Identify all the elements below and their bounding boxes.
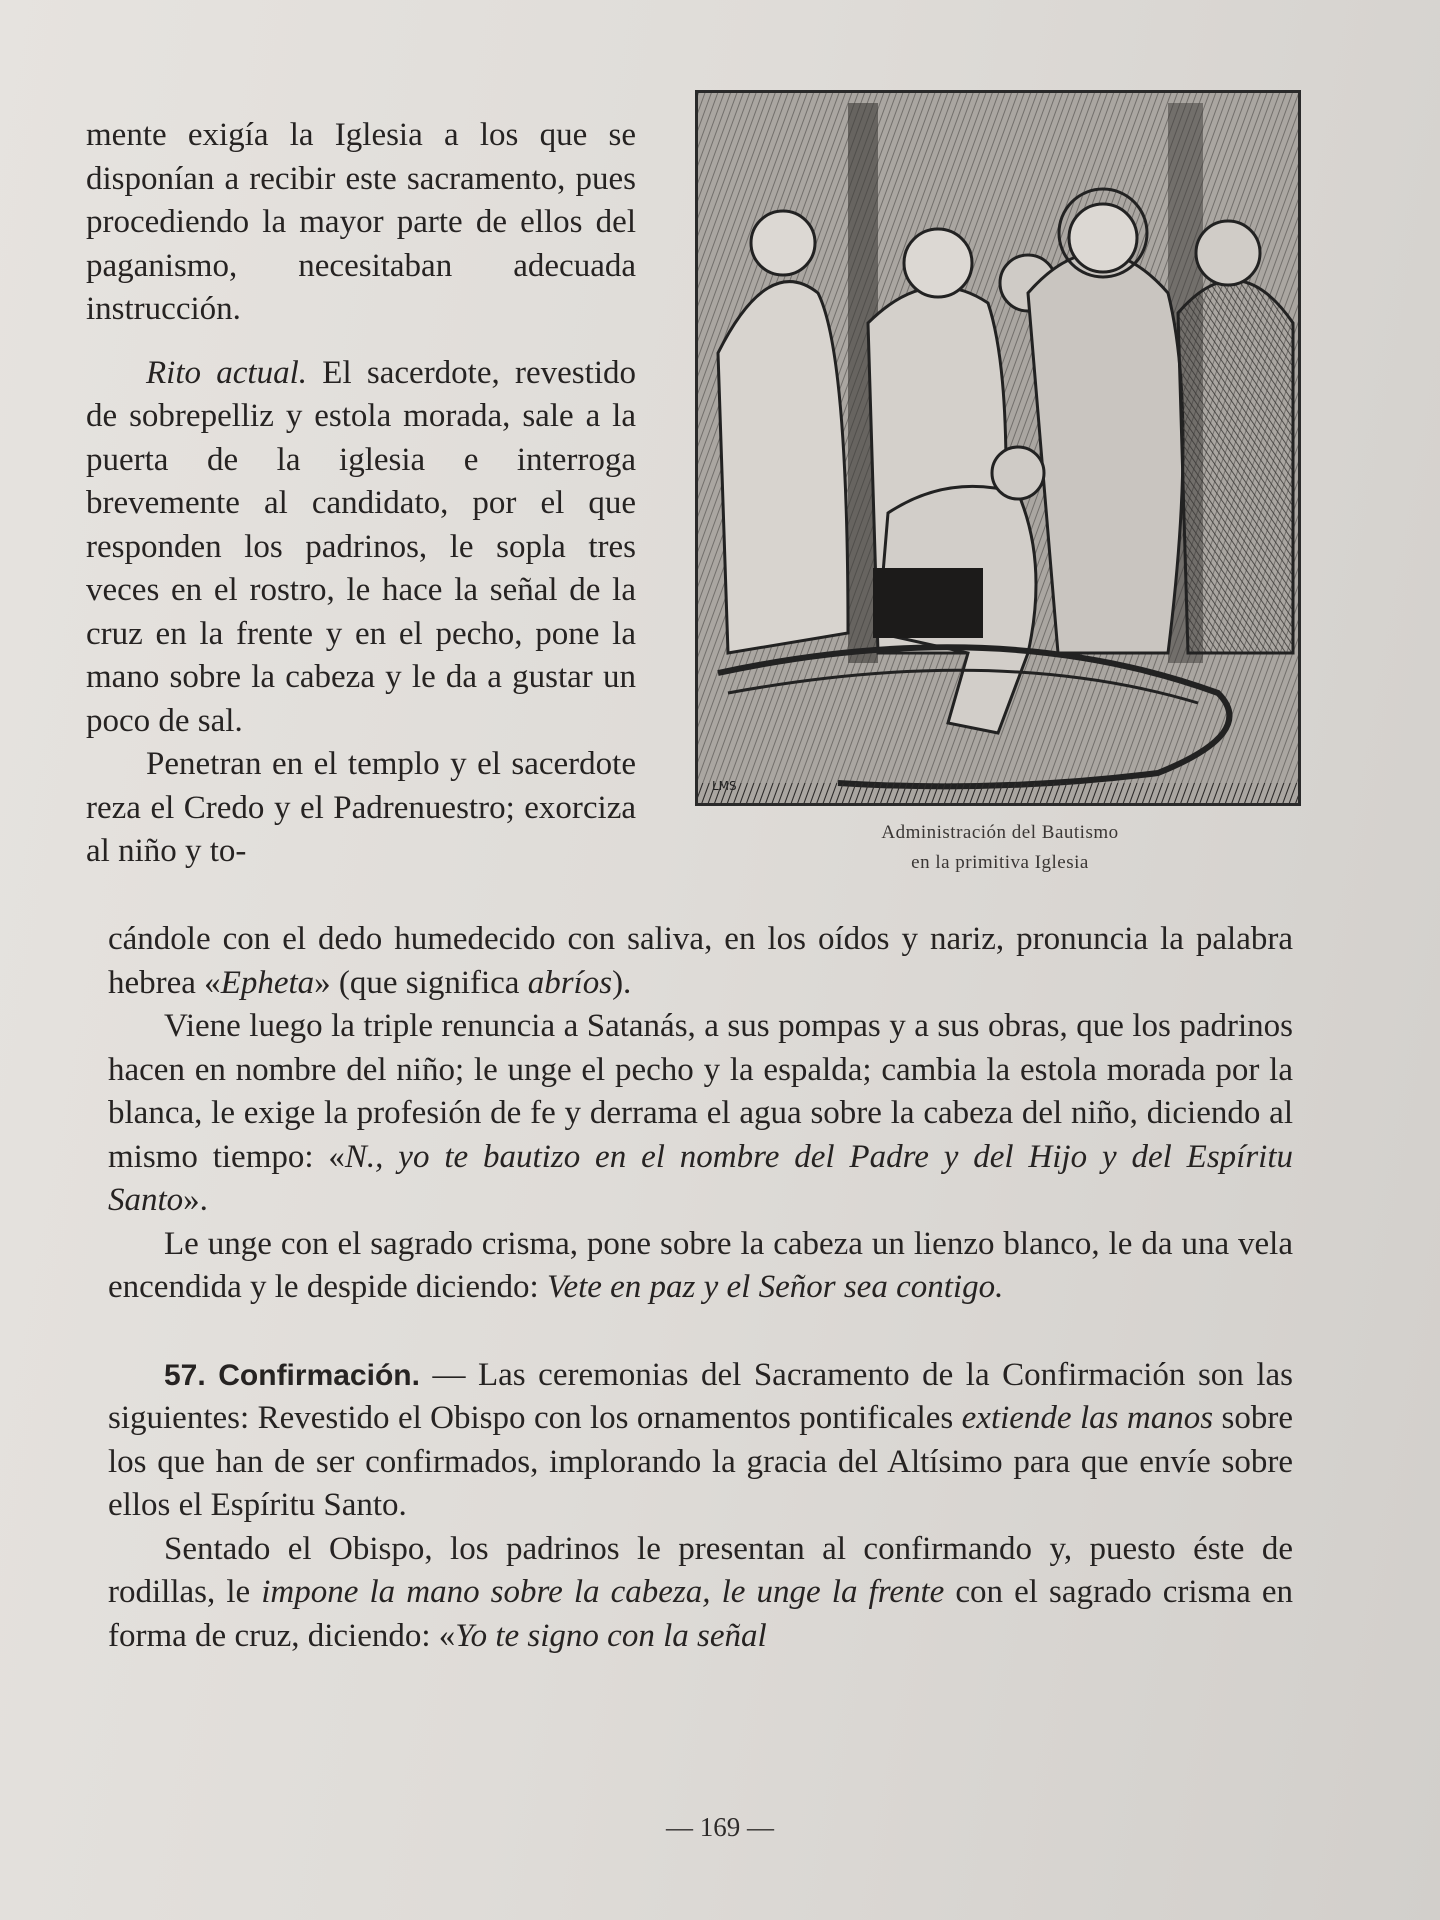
baptism-illustration (695, 90, 1301, 806)
rito-actual-heading: Rito actual. (146, 354, 308, 391)
section-57-confirmacion (108, 1354, 1293, 1528)
engraving-drawing (698, 93, 1298, 803)
paragraph-sentado (108, 1528, 1293, 1659)
baptism-formula: N., yo te bautizo en el nombre del Padre y del Hijo y del Espíritu Santo (108, 1138, 1294, 1218)
rito-actual-text: El sacerdote, revestido de sobrepelliz y estola morada, sale a la puerta de la iglesia e interroga brevemente al candidato, por el que responden los padrinos, le sopla tres veces en el rostro, le hace la señal de la cruz en la frente y en el pecho, pone la mano sobre la cabeza y le da a gustar un poco de sal. (86, 354, 636, 739)
section-57-text-a: — Las ceremonias del Sacramento de la Confirmación son las siguientes: Revestido el Obispo con los ornamentos pontificales (108, 1356, 1293, 1436)
page-number: — 169 — (666, 1812, 774, 1842)
tocandole-text-b: » (que significa (314, 964, 528, 1001)
caption-line-1: Administración del Bautismo (881, 822, 1119, 843)
paragraph-penetran: Penetran en el templo y el sacerdote reza el Credo y el Padrenuestro; exorciza al niño y to- (86, 746, 636, 869)
renuncia-text-a: Viene luego la triple renuncia a Satanás, a sus pompas y a sus obras, que los padrinos hacen en nombre del niño; le unge el pecho y la espalda; cambia la estola morada por la blanca, le exige la profesión de fe y derrama el agua sobre la cabeza del niño, diciendo al mismo tiempo: « (108, 1008, 1293, 1175)
top-text-column (86, 114, 636, 874)
paragraph-crisma (108, 1223, 1293, 1310)
paragraph-renuncia (108, 1005, 1293, 1223)
impone-mano-phrase: impone la mano sobre la cabeza, le unge la frente (261, 1574, 945, 1610)
confirmation-formula: Yo te signo con la señal (455, 1617, 767, 1654)
ephphata-word: Epheta (220, 964, 315, 1001)
tocandole-text-c: ). (612, 964, 632, 1001)
farewell-formula: Vete en paz y el Señor sea contigo. (546, 1269, 1004, 1305)
sentado-text-b: con el sagrado crisma en forma de cruz, diciendo: « (108, 1574, 1293, 1654)
paragraph-tocandole (108, 918, 1293, 1005)
paragraph-catechumen-instruction: mente exigía la Iglesia a los que se disponían a recibir este sacramento, pues procediendo la mayor parte de ellos del paganismo, necesitaban adecuada instrucción. (86, 117, 636, 327)
sentado-text-a: Sentado el Obispo, los padrinos le presentan al confirmando y, puesto éste de rodillas, le (108, 1530, 1293, 1610)
caption-line-2: en la primitiva Iglesia (911, 852, 1089, 873)
bottom-text-column (108, 918, 1293, 1658)
extiende-manos-phrase: extiende las manos (961, 1400, 1214, 1436)
section-number: 57. (164, 1358, 206, 1392)
section-title: Confirmación. (218, 1358, 420, 1392)
renuncia-text-b: ». (183, 1182, 208, 1218)
paragraph-rito-actual (86, 352, 636, 744)
abrios-word: abríos (527, 964, 613, 1001)
section-57-text-b: sobre los que han de ser confirmados, implorando la gracia del Altísimo para que envíe sobre ellos el Espíritu Santo. (108, 1400, 1293, 1523)
crisma-text: Le unge con el sagrado crisma, pone sobre la cabeza un lienzo blanco, le da una vela encendida y le despide diciendo: (108, 1225, 1293, 1305)
engraver-signature: LMS (712, 779, 737, 793)
tocandole-text-a: cándole con el dedo humedecido con saliva, en los oídos y nariz, pronuncia la palabra hebrea « (108, 921, 1293, 1001)
illustration-caption (730, 818, 1270, 878)
